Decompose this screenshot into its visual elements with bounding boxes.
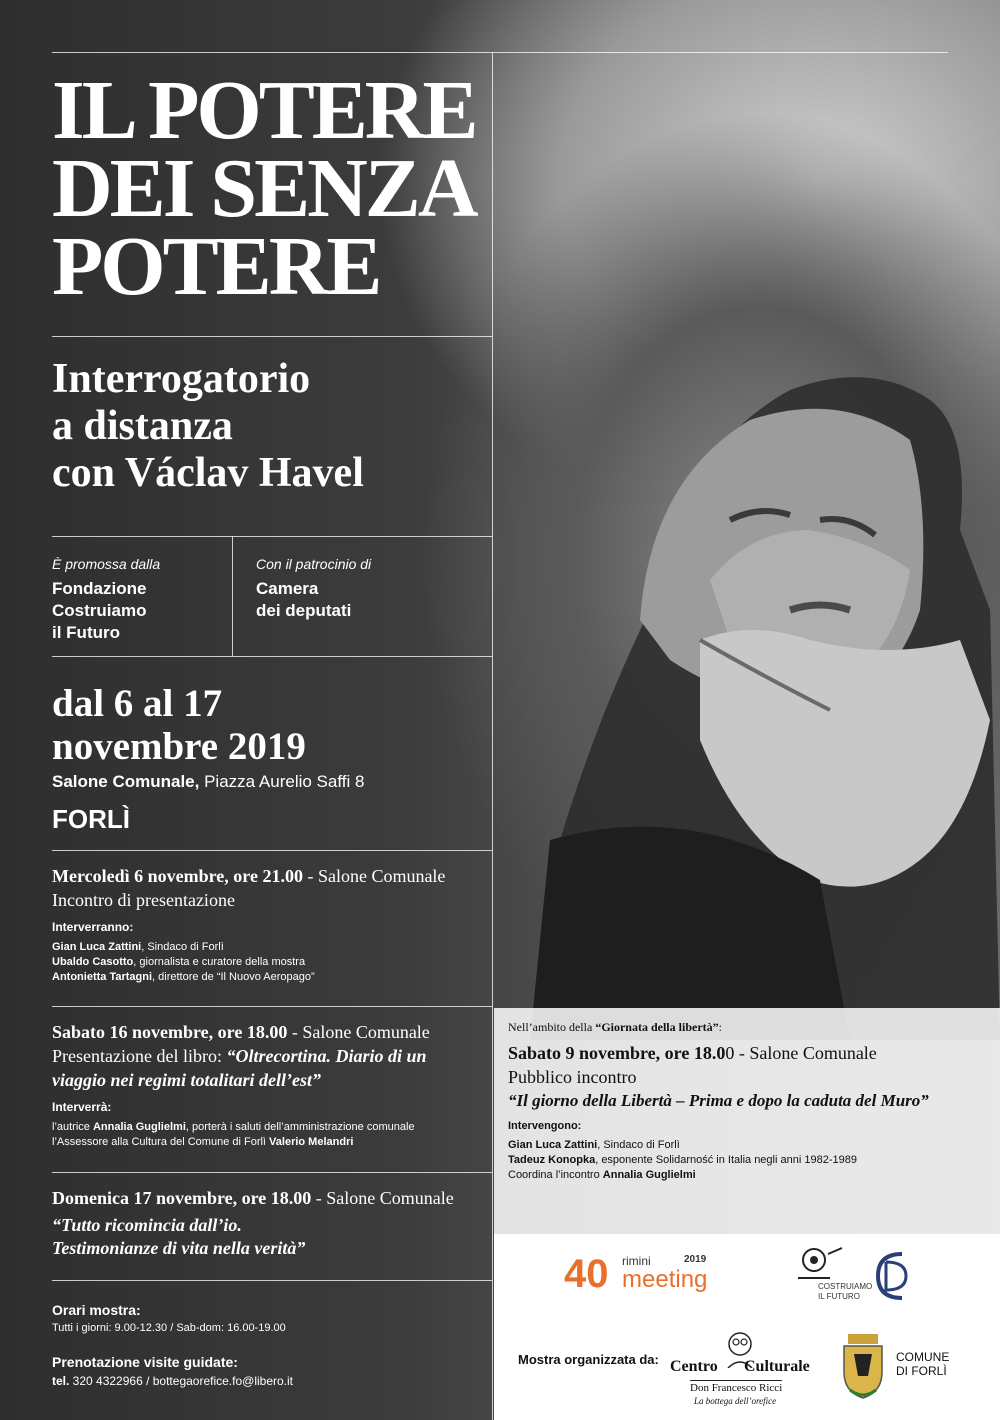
event-description	[52, 1044, 482, 1092]
meeting-logo	[564, 1252, 744, 1302]
patronage	[256, 556, 486, 622]
speaker-name: Gian Luca Zattini	[508, 1139, 598, 1151]
patronage-label: Con il patrocinio di	[256, 556, 372, 572]
book-presentation-label: Presentazione del libro:	[52, 1046, 227, 1066]
booking-tel-label: tel.	[52, 1374, 70, 1388]
sponsor-logos	[494, 1234, 1000, 1320]
title-line: IL POTERE	[52, 64, 476, 157]
meeting-number: 40	[564, 1252, 609, 1296]
booking-contact	[52, 1374, 482, 1388]
event-heading	[52, 1186, 482, 1210]
centro-motto: La bottega dell’orefice	[694, 1396, 777, 1406]
speaker-name: Gian Luca Zattini	[52, 941, 142, 953]
speaker-prefix: l’autrice	[52, 1121, 93, 1133]
event-heading	[52, 864, 482, 888]
speaker-name: Tadeuz Konopka	[508, 1154, 596, 1166]
rule-event-1	[52, 1006, 492, 1007]
speaker-role: , esponente Solidarność in Italia negli anni 1982-1989	[595, 1154, 857, 1166]
booking-text: 320 4322966 / bottegaorefice.fo@libero.it	[69, 1374, 294, 1388]
promoted-by	[52, 556, 227, 644]
centro-left: Centro	[670, 1358, 718, 1375]
event-speakers-label: Interverranno:	[52, 920, 134, 934]
portrait-photo	[490, 280, 1000, 1040]
speaker	[52, 1120, 482, 1135]
panel-coordinator	[508, 1168, 988, 1183]
speaker-prefix: l’Assessore alla Cultura del Comune di Forlì	[52, 1136, 270, 1148]
booking-info	[52, 1354, 482, 1388]
top-rule	[52, 52, 948, 53]
subtitle	[52, 356, 482, 497]
event-1	[52, 864, 482, 985]
costruiamo-emblem-icon	[794, 1244, 844, 1280]
speaker-name: Ubaldo Casotto	[52, 956, 134, 968]
organizers	[494, 1320, 1000, 1420]
speaker-role: , direttore de “Il Nuovo Aeropago”	[152, 971, 315, 983]
comune-name	[896, 1350, 949, 1378]
organizer-label: Mostra organizzata da:	[518, 1352, 659, 1367]
speaker-name: Antonietta Tartagni	[52, 971, 153, 983]
event-date: Sabato 16 novembre, ore 18.00	[52, 1022, 288, 1042]
dates-line: dal 6 al 17	[52, 682, 223, 725]
venue	[52, 772, 364, 792]
event-date: Mercoledì 6 novembre, ore 21.00	[52, 866, 303, 886]
venue-address: Piazza Aurelio Saffi 8	[199, 772, 365, 791]
centro-culturale-logo	[670, 1328, 810, 1412]
event-heading	[52, 1020, 482, 1044]
centro-right: Culturale	[744, 1358, 810, 1375]
rule-event-2	[52, 1172, 492, 1173]
panel-quote: “Il giorno della Libertà – Prima e dopo la caduta del Muro”	[508, 1091, 929, 1110]
speaker-role: , Sindaco di Forlì	[597, 1139, 680, 1151]
comune-line: DI FORLÌ	[896, 1364, 947, 1378]
costruiamo-line1: COSTRUIAMO	[818, 1282, 873, 1291]
panel-heading	[508, 1041, 988, 1065]
venue-name: Salone Comunale,	[52, 772, 200, 791]
patronage-value: Camera dei deputati	[256, 579, 352, 620]
panel-speakers-label: Intervengono:	[508, 1120, 582, 1132]
promoted-by-value: Fondazione Costruiamo il Futuro	[52, 579, 147, 642]
subtitle-line: Interrogatorio	[52, 356, 311, 402]
event-place: - Salone Comunale	[287, 1022, 430, 1042]
speaker-role: , giornalista e curatore della mostra	[133, 956, 306, 968]
speaker	[52, 970, 482, 985]
camera-deputati-emblem-icon	[872, 1248, 912, 1304]
meeting-year: 2019	[684, 1254, 707, 1265]
speaker-role: , porterà i saluti dell’amministrazione comunale	[185, 1121, 415, 1133]
panel-place: 0 - Salone Comunale	[725, 1043, 877, 1063]
rule-after-title	[52, 336, 492, 337]
event-place: - Salone Comunale	[311, 1188, 454, 1208]
coordinator-name: Annalia Guglielmi	[602, 1169, 696, 1181]
liberty-day-panel	[494, 1008, 1000, 1234]
costruiamo-logo	[790, 1244, 880, 1310]
panel-speaker	[508, 1138, 988, 1153]
promoted-by-label: È promossa dalla	[52, 556, 161, 572]
hours-heading: Orari mostra:	[52, 1302, 141, 1318]
hours-text: Tutti i giorni: 9.00-12.30 / Sab-dom: 16.00-19.00	[52, 1322, 286, 1334]
panel-intro-suffix: :	[718, 1020, 722, 1034]
book-title: “Oltrecortina. Diario di un viaggio nei regimi totalitari dell’est”	[52, 1046, 427, 1090]
dates-line: novembre 2019	[52, 725, 306, 768]
panel-intro-highlight: “Giornata della libertà”	[595, 1020, 719, 1034]
city: FORLÌ	[52, 804, 130, 834]
meeting-word: meeting	[622, 1266, 708, 1293]
event-quote: Testimonianze di vita nella verità”	[52, 1238, 306, 1258]
coordinator-prefix: Coordina l’incontro	[508, 1169, 603, 1181]
comune-line: COMUNE	[896, 1350, 950, 1364]
speaker	[52, 1135, 482, 1150]
meeting-brand: rimini	[622, 1254, 651, 1268]
rule-after-subtitle	[52, 536, 492, 537]
centro-name: Don Francesco Ricci	[690, 1382, 783, 1394]
column-divider	[492, 52, 493, 1420]
speaker-name: Valerio Melandri	[269, 1136, 354, 1148]
exhibition-hours	[52, 1302, 482, 1334]
speaker-name: Annalia Guglielmi	[92, 1121, 186, 1133]
rule-before-events	[52, 850, 492, 851]
subtitle-line: a distanza	[52, 403, 233, 449]
speaker-role: , Sindaco di Forlì	[141, 941, 224, 953]
costruiamo-line2: IL FUTURO	[818, 1292, 860, 1301]
event-date: Domenica 17 novembre, ore 18.00	[52, 1188, 312, 1208]
title-line: DEI SENZA	[52, 142, 476, 235]
panel-intro-text: Nell’ambito della	[508, 1020, 596, 1034]
panel-intro	[508, 1020, 988, 1035]
event-place: - Salone Comunale	[302, 866, 446, 886]
event-3	[52, 1186, 482, 1260]
booking-heading: Prenotazione visite guidate:	[52, 1354, 238, 1370]
panel-description: Pubblico incontro	[508, 1067, 637, 1087]
rule-event-3	[52, 1280, 492, 1281]
speaker	[52, 940, 482, 955]
subtitle-line: con Václav Havel	[52, 450, 364, 496]
speaker	[52, 955, 482, 970]
rule-after-promo	[52, 656, 492, 657]
main-title	[52, 64, 482, 313]
panel-date: Sabato 9 novembre, ore 18.0	[508, 1043, 726, 1063]
event-speakers-label: Interverrà:	[52, 1100, 112, 1114]
event-2	[52, 1020, 482, 1150]
title-line: POTERE	[52, 220, 380, 313]
panel-speaker	[508, 1153, 988, 1168]
exhibition-dates	[52, 682, 482, 768]
comune-coat-of-arms-icon	[838, 1332, 888, 1402]
promo-divider	[232, 536, 233, 656]
event-quote: “Tutto ricomincia dall’io.	[52, 1215, 242, 1235]
event-description: Incontro di presentazione	[52, 890, 235, 910]
